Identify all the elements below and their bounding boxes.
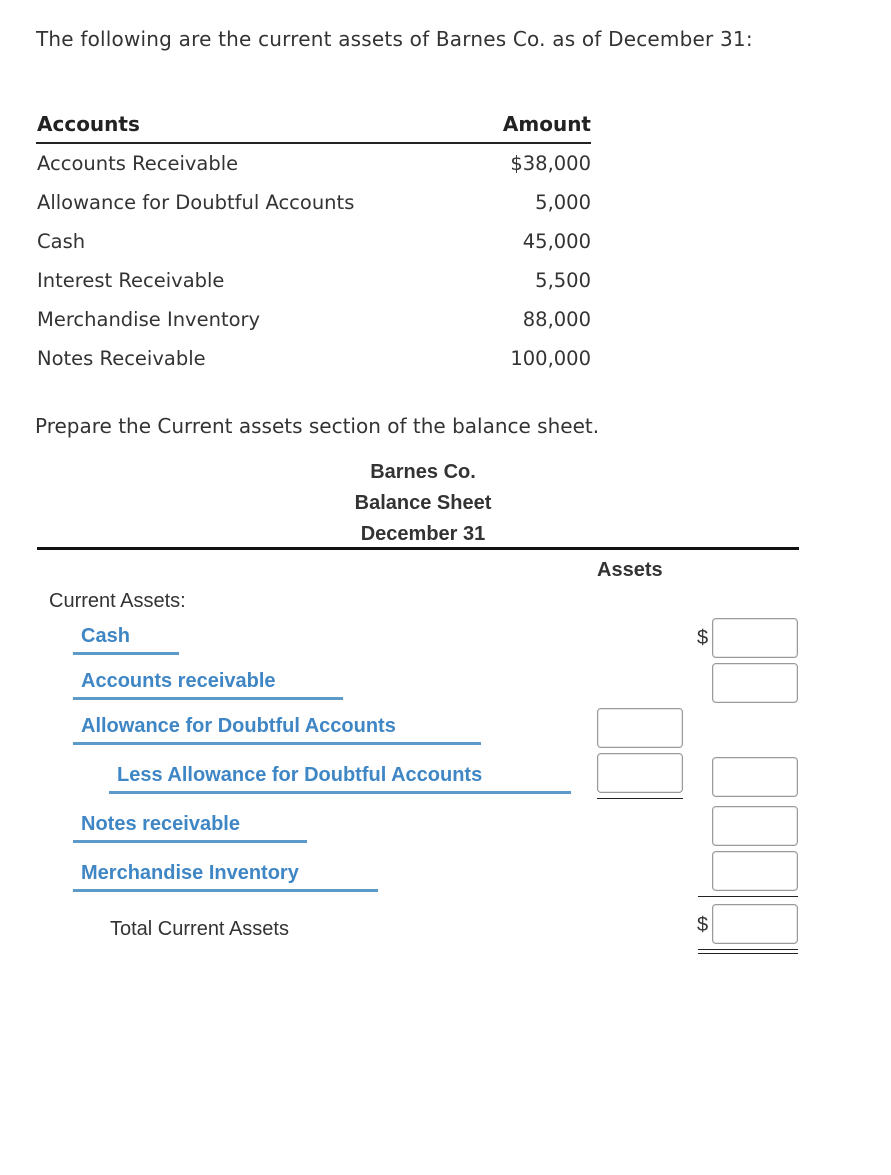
double-rule-bottom [698, 953, 798, 954]
accounts-column-header: Accounts [37, 112, 140, 136]
table-row-account: Merchandise Inventory [37, 308, 261, 331]
line-item-underline [73, 652, 179, 655]
line-item-underline [73, 840, 307, 843]
table-row-account: Allowance for Doubtful Accounts [37, 191, 355, 214]
line-item-underline [73, 742, 481, 745]
line-item-select-cash[interactable]: Cash [81, 625, 130, 647]
table-header-rule [36, 142, 591, 144]
current-assets-label: Current Assets: [49, 590, 186, 612]
statement-name: Balance Sheet [354, 492, 492, 514]
table-row-amount: 5,500 [535, 269, 591, 292]
company-name: Barnes Co. [370, 461, 476, 483]
merchandise-inventory-input[interactable] [712, 851, 798, 891]
statement-date: December 31 [360, 523, 486, 545]
assets-column-header: Assets [597, 559, 663, 581]
amount-column-header: Amount [502, 112, 591, 136]
dollar-sign: $ [697, 914, 709, 936]
total-rule [698, 896, 798, 897]
intro-text: The following are the current assets of Barnes Co. as of December 31: [36, 27, 753, 51]
line-item-underline [73, 697, 343, 700]
double-rule-top [698, 949, 798, 950]
line-item-underline [109, 791, 571, 794]
table-row-account: Notes Receivable [37, 347, 206, 370]
net-receivable-input[interactable] [712, 757, 798, 797]
total-current-assets-input[interactable] [712, 904, 798, 944]
table-row-amount: 88,000 [522, 308, 591, 331]
line-item-select-allowance[interactable]: Allowance for Doubtful Accounts [81, 715, 396, 737]
accounts-receivable-total-input[interactable] [712, 663, 798, 703]
line-item-select-notes-receivable[interactable]: Notes receivable [81, 813, 240, 835]
instruction-text: Prepare the Current assets section of the balance sheet. [35, 414, 600, 438]
notes-receivable-input[interactable] [712, 806, 798, 846]
table-row-account: Accounts Receivable [37, 152, 239, 175]
line-item-select-accounts-receivable[interactable]: Accounts receivable [81, 670, 276, 692]
cash-amount-input[interactable] [712, 618, 798, 658]
line-item-select-less-allowance[interactable]: Less Allowance for Doubtful Accounts [117, 764, 483, 786]
less-allowance-amount-input[interactable] [597, 753, 683, 793]
table-row-amount: 5,000 [535, 191, 591, 214]
line-item-select-merchandise-inventory[interactable]: Merchandise Inventory [81, 862, 299, 884]
subtotal-rule [597, 798, 683, 799]
total-current-assets-label: Total Current Assets [110, 918, 289, 940]
table-row-amount: 45,000 [522, 230, 591, 253]
table-row-account: Cash [37, 230, 86, 253]
statement-header-rule [37, 547, 799, 550]
line-item-underline [73, 889, 378, 892]
table-row-amount: 100,000 [510, 347, 591, 370]
dollar-sign: $ [697, 627, 709, 649]
table-row-amount: $38,000 [510, 152, 591, 175]
table-row-account: Interest Receivable [37, 269, 225, 292]
allowance-amount-input[interactable] [597, 708, 683, 748]
